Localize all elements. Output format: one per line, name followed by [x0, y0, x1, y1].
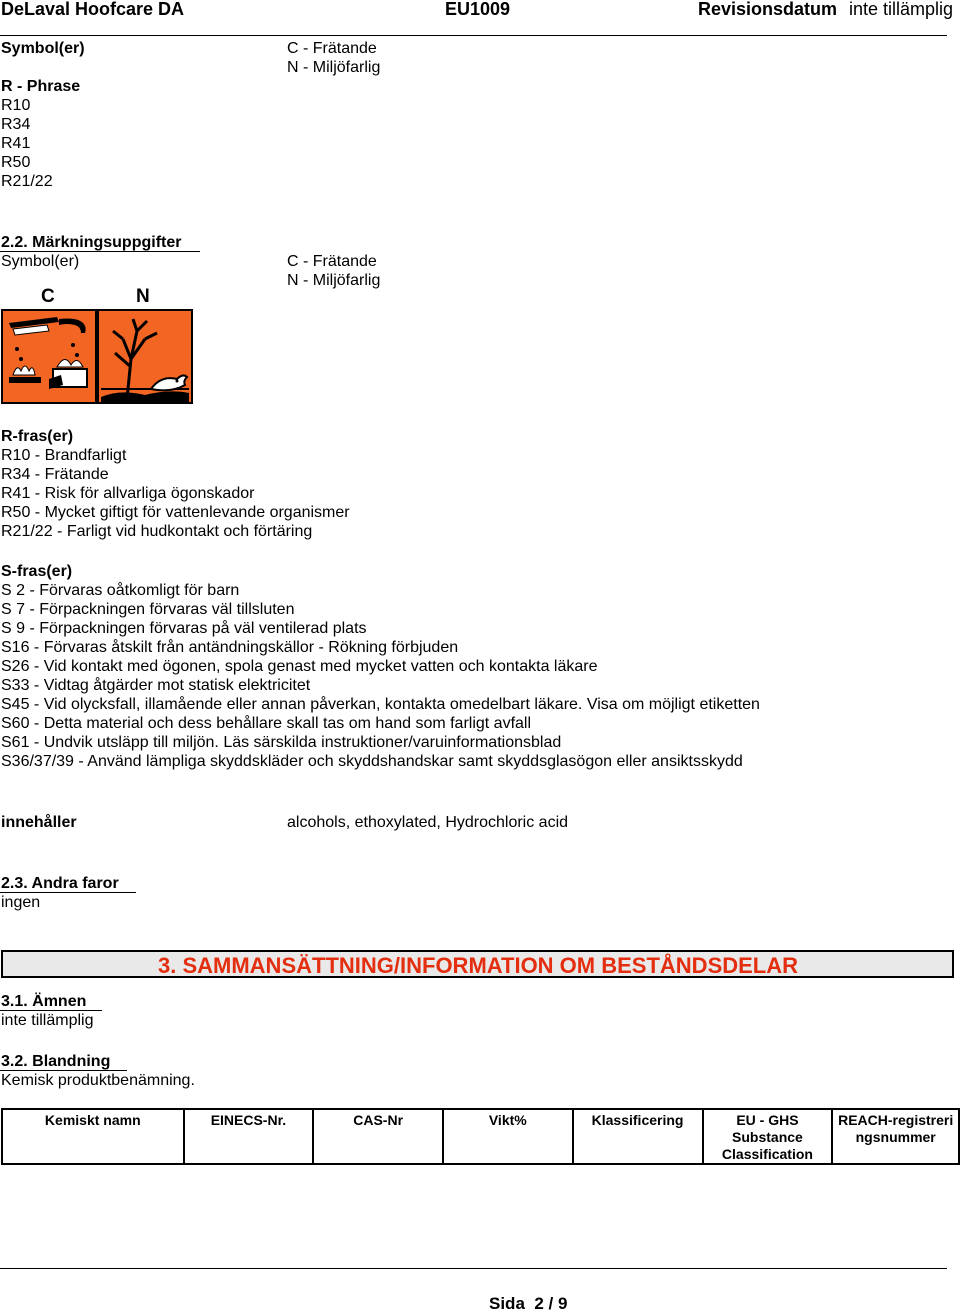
r-fras-item: R34 - Frätande: [1, 466, 109, 483]
table-header-cell: CAS-Nr: [313, 1109, 443, 1164]
pictogram-letter-n: N: [136, 286, 150, 307]
table-header-cell: Klassificering: [573, 1109, 703, 1164]
page-label: Sida: [489, 1294, 525, 1313]
s-fras-label: S-fras(er): [1, 563, 73, 580]
r-phrase-item: R10: [1, 97, 31, 114]
contains-value: alcohols, ethoxylated, Hydrochloric acid: [287, 814, 569, 831]
r-fras-label: R-fras(er): [1, 428, 74, 445]
labelling-heading: [1, 233, 181, 252]
table-header-cell: Vikt%: [443, 1109, 573, 1164]
contains-label: innehåller: [1, 814, 77, 831]
s-fras-item: S36/37/39 - Använd lämpliga skyddskläder och skyddshandskar samt skyddsglasögon eller ansiktsskydd: [1, 753, 743, 770]
table-header-cell: REACH-registreringsnummer: [832, 1109, 959, 1164]
labelling-heading-text: 2.2. Märkningsuppgifter: [1, 234, 182, 251]
page-number: [489, 1294, 567, 1314]
other-hazards-heading: 2.3. Andra faror: [1, 875, 119, 892]
mixture-value: Kemisk produktbenämning.: [1, 1072, 195, 1089]
s-fras-item: S 7 - Förpackningen förvaras väl tillsluten: [1, 601, 295, 618]
corrosive-pictogram-icon: [1, 309, 97, 404]
r-phrase-item: R21/22: [1, 173, 53, 190]
r-fras-item: R10 - Brandfarligt: [1, 447, 127, 464]
s-fras-item: S26 - Vid kontakt med ögonen, spola genast med mycket vatten och kontakta läkare: [1, 658, 598, 675]
symbol-value: N - Miljöfarlig: [287, 59, 381, 76]
s-fras-item: S61 - Undvik utsläpp till miljön. Läs särskilda instruktioner/varuinformationsblad: [1, 734, 562, 751]
revision-date-value: inte tillämplig: [849, 0, 954, 19]
mixture-heading: 3.2. Blandning: [1, 1053, 111, 1070]
revision-date-label: Revisionsdatum: [698, 0, 838, 19]
labelling-symbol-value: N - Miljöfarlig: [287, 272, 381, 289]
page-value: 2 / 9: [534, 1294, 568, 1313]
r-phrase-label: R - Phrase: [1, 78, 81, 95]
r-phrase-item: R34: [1, 116, 31, 133]
product-code: EU1009: [445, 0, 511, 19]
s-fras-item: S45 - Vid olycksfall, illamående eller annan påverkan, kontakta omedelbart läkare. Visa om möjligt etiketten: [1, 696, 760, 713]
header-divider: [0, 35, 947, 36]
s-fras-item: S16 - Förvaras åtskilt från antändningskällor - Rökning förbjuden: [1, 639, 459, 656]
r-fras-item: R41 - Risk för allvarliga ögonskador: [1, 485, 255, 502]
table-header-cell: EINECS-Nr.: [184, 1109, 314, 1164]
company-name: DeLaval Hoofcare DA: [1, 0, 185, 19]
r-fras-item: R50 - Mycket giftigt för vattenlevande organismer: [1, 504, 350, 521]
footer-divider: [0, 1268, 947, 1269]
substances-heading: 3.1. Ämnen: [1, 993, 87, 1010]
pictogram-letter-c: C: [41, 286, 55, 307]
s-fras-item: S33 - Vidtag åtgärder mot statisk elektricitet: [1, 677, 311, 694]
composition-table: [1, 1108, 960, 1165]
r-phrase-item: R41: [1, 135, 31, 152]
s-fras-item: S 2 - Förvaras oåtkomligt för barn: [1, 582, 240, 599]
labelling-symbol-label: Symbol(er): [1, 253, 80, 270]
s-fras-item: S60 - Detta material och dess behållare skall tas om hand som farligt avfall: [1, 715, 532, 732]
other-hazards-value: ingen: [1, 894, 41, 911]
symbol-value: C - Frätande: [287, 40, 377, 57]
environment-pictogram-icon: [97, 309, 193, 404]
symbol-label: Symbol(er): [1, 40, 85, 57]
r-phrase-item: R50: [1, 154, 31, 171]
section-3-title: 3. SAMMANSÄTTNING/INFORMATION OM BESTÅNDSDELAR: [158, 953, 799, 978]
s-fras-item: S 9 - Förpackningen förvaras på väl ventilerad plats: [1, 620, 367, 637]
table-header-cell: EU - GHS Substance Classification: [703, 1109, 833, 1164]
table-header-row: [2, 1109, 959, 1164]
labelling-symbol-value: C - Frätande: [287, 253, 377, 270]
substances-value: inte tillämplig: [1, 1012, 94, 1029]
table-header-cell: Kemiskt namn: [2, 1109, 184, 1164]
r-fras-item: R21/22 - Farligt vid hudkontakt och förtäring: [1, 523, 313, 540]
